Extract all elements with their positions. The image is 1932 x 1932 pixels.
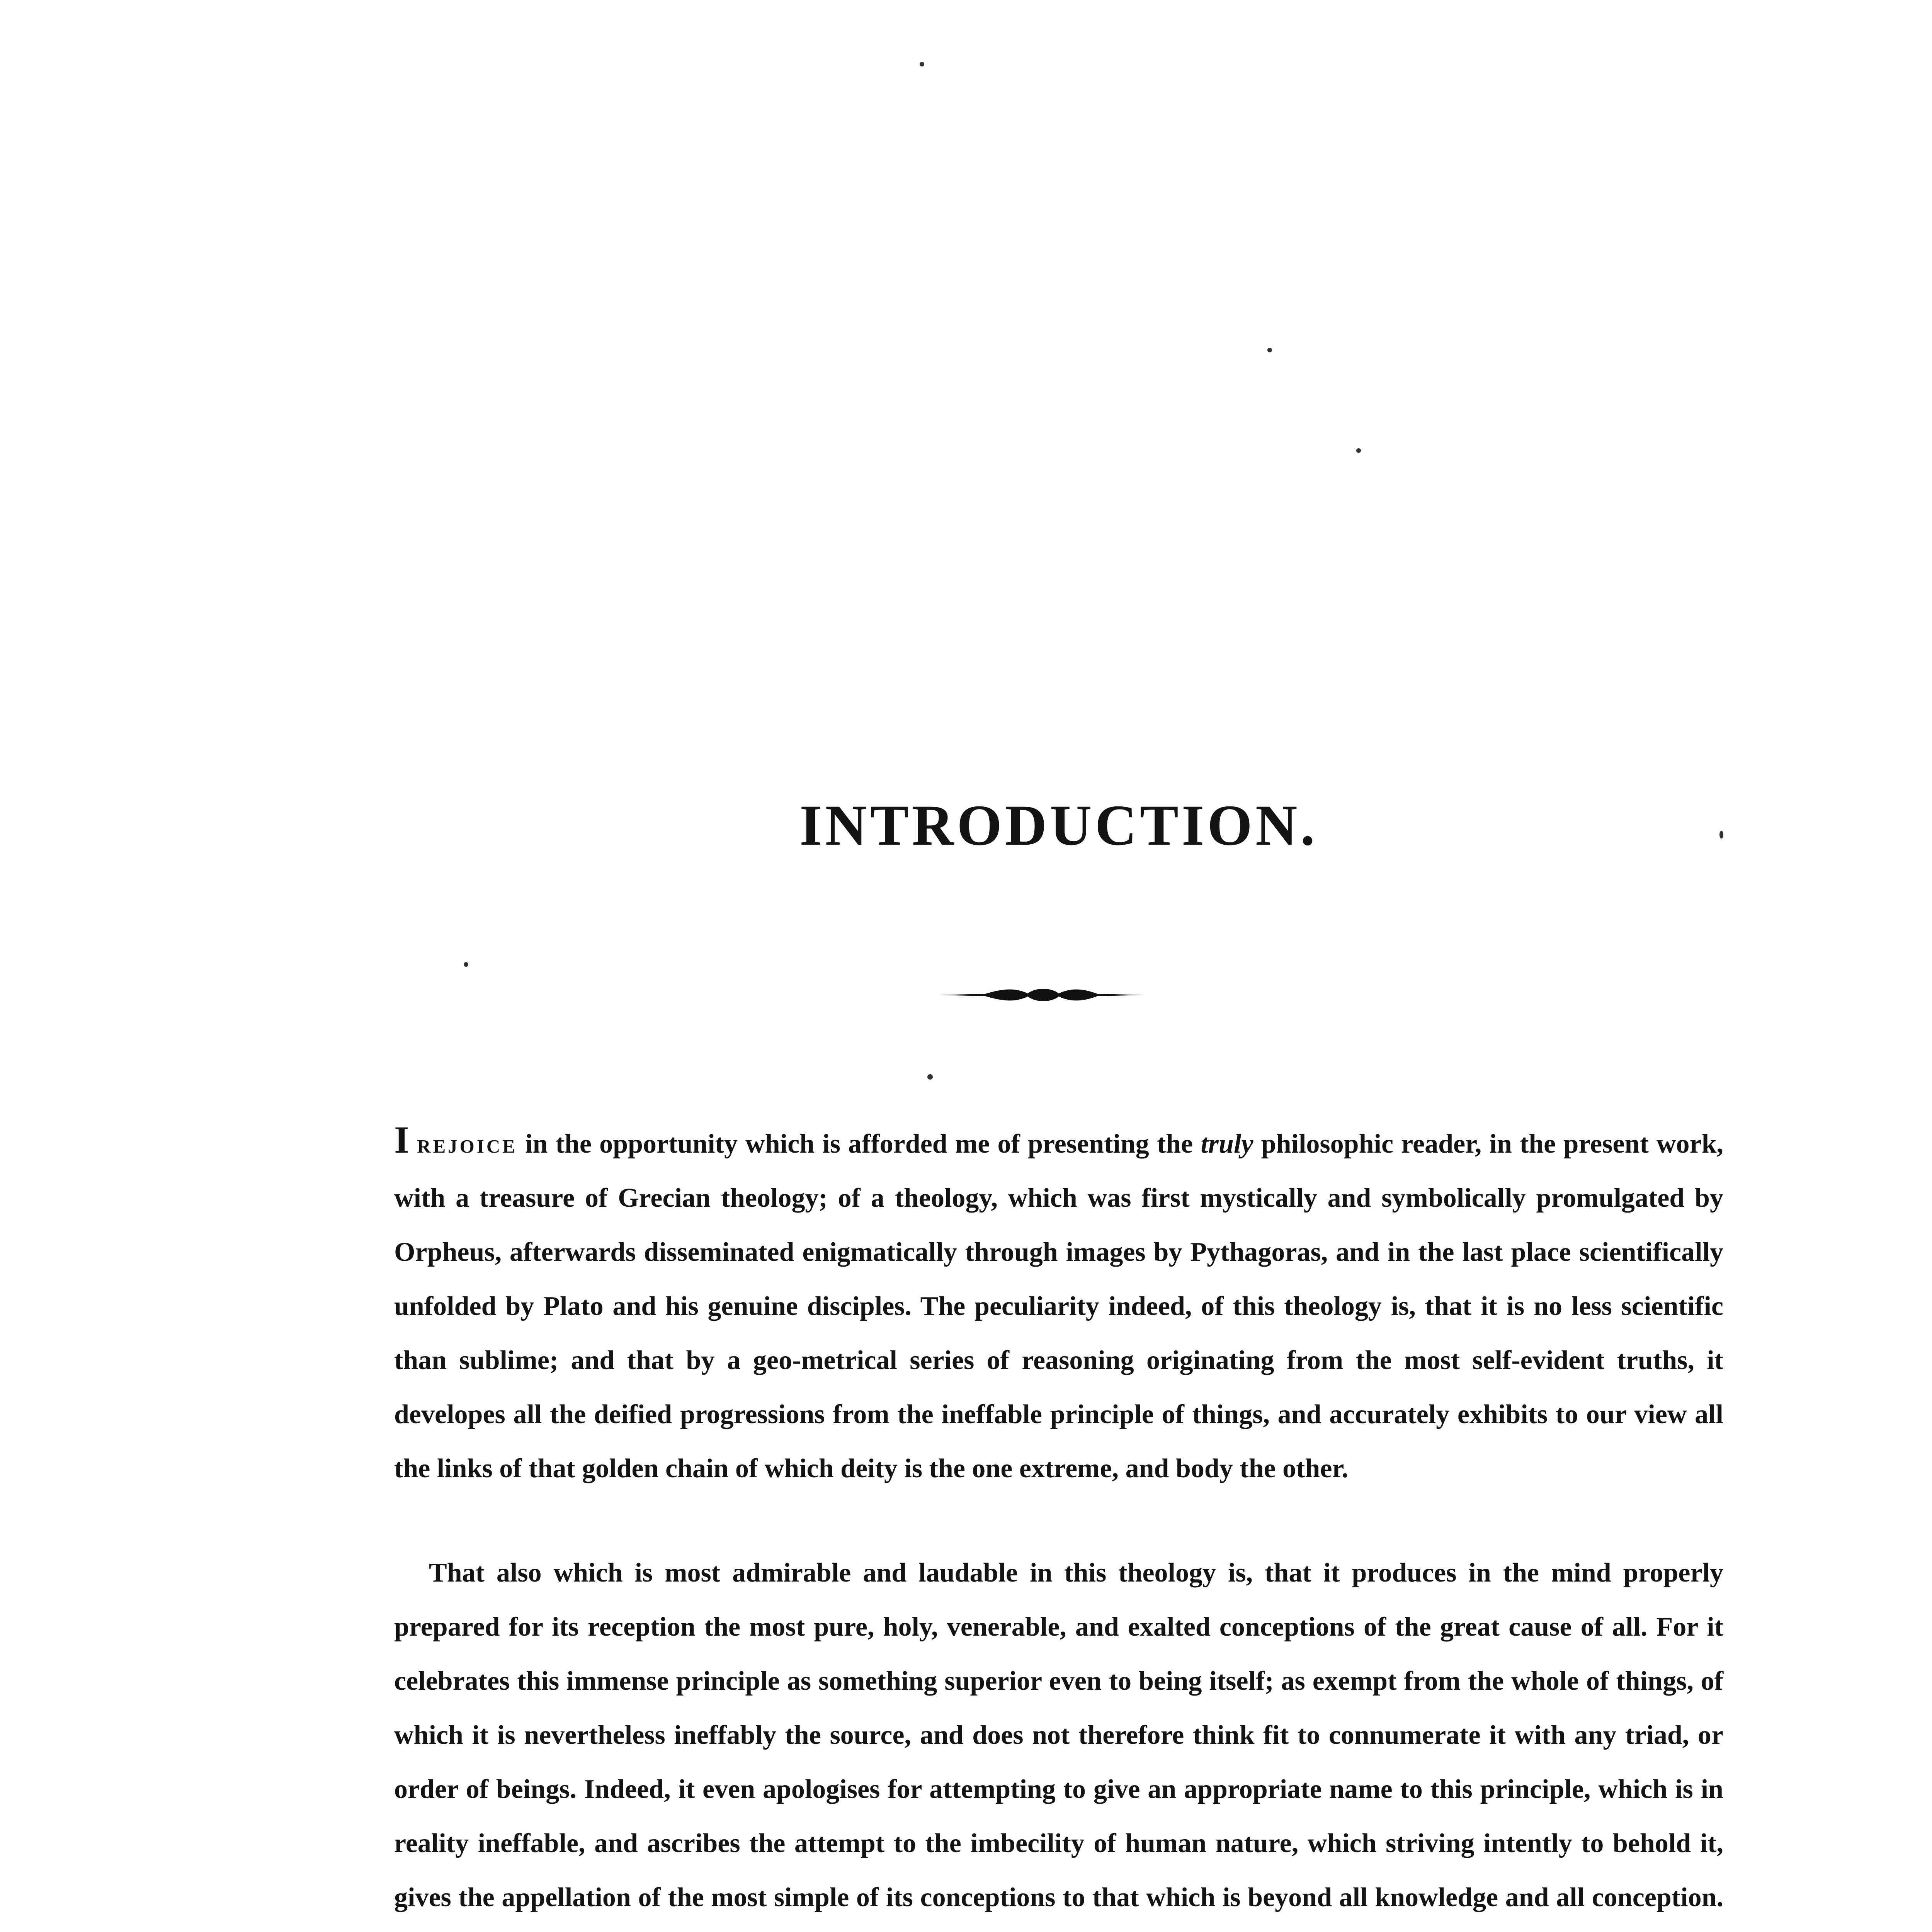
- opening-word: rejoice: [417, 1129, 517, 1159]
- paragraph-2: [394, 1546, 1723, 1932]
- scan-speck: [1356, 448, 1361, 453]
- scan-speck: [927, 1074, 933, 1080]
- paragraph-text: philosophic reader, in the present work, with a treasure of Grecian theology; of a theology, which was first mystically and symbolically promulgated by Orpheus, afterwards disseminated enigmatically through images by Pythagoras, and in the last place scientifically unfolded by Plato and his genuine disciples. The peculiarity indeed, of this theology is, that it is no less scientific than sublime; and that by a geo-metrical series of reasoning originating from the most self-evident truths, it developes all the deified progressions from the ineffable principle of things, and accurately exhibits to our view all the links of that golden chain of which deity is the one extreme, and body the other.: [394, 1129, 1724, 1483]
- scan-speck: [1267, 348, 1272, 352]
- paragraph-1: [394, 1113, 1723, 1496]
- chapter-title: INTRODUCTION.: [799, 793, 1318, 857]
- scan-speck: [1719, 831, 1723, 838]
- body-text: [394, 1113, 1723, 1932]
- emphasis-text: truly: [1201, 1129, 1253, 1159]
- paragraph-text: That also which is most admirable and laudable in this theology is, that it produces in the mind properly prepared for its reception the most pure, holy, venerable, and exalted conceptions of the great cause of all. For it celebrates this immense principle as something superior even to being itself; as exempt from the whole of things, of which it is nevertheless ineffably the source, and does not therefore think fit to connumerate it with any triad, or order of beings. Indeed, it even apologises for attempting to give an appropriate name to this principle, which is in reality ineffable, and ascribes the attempt to the imbecility of human nature, which striving intently to behold it, gives the appellation of the most simple of its conceptions to that which is beyond all knowledge and all conception.: [394, 1558, 1723, 1912]
- scan-speck: [920, 62, 924, 66]
- drop-cap: I: [394, 1118, 409, 1161]
- paragraph-text: in the opportunity which is afforded me of presenting the: [525, 1129, 1201, 1159]
- ornamental-rule: [939, 983, 1144, 1007]
- scan-speck: [464, 962, 468, 967]
